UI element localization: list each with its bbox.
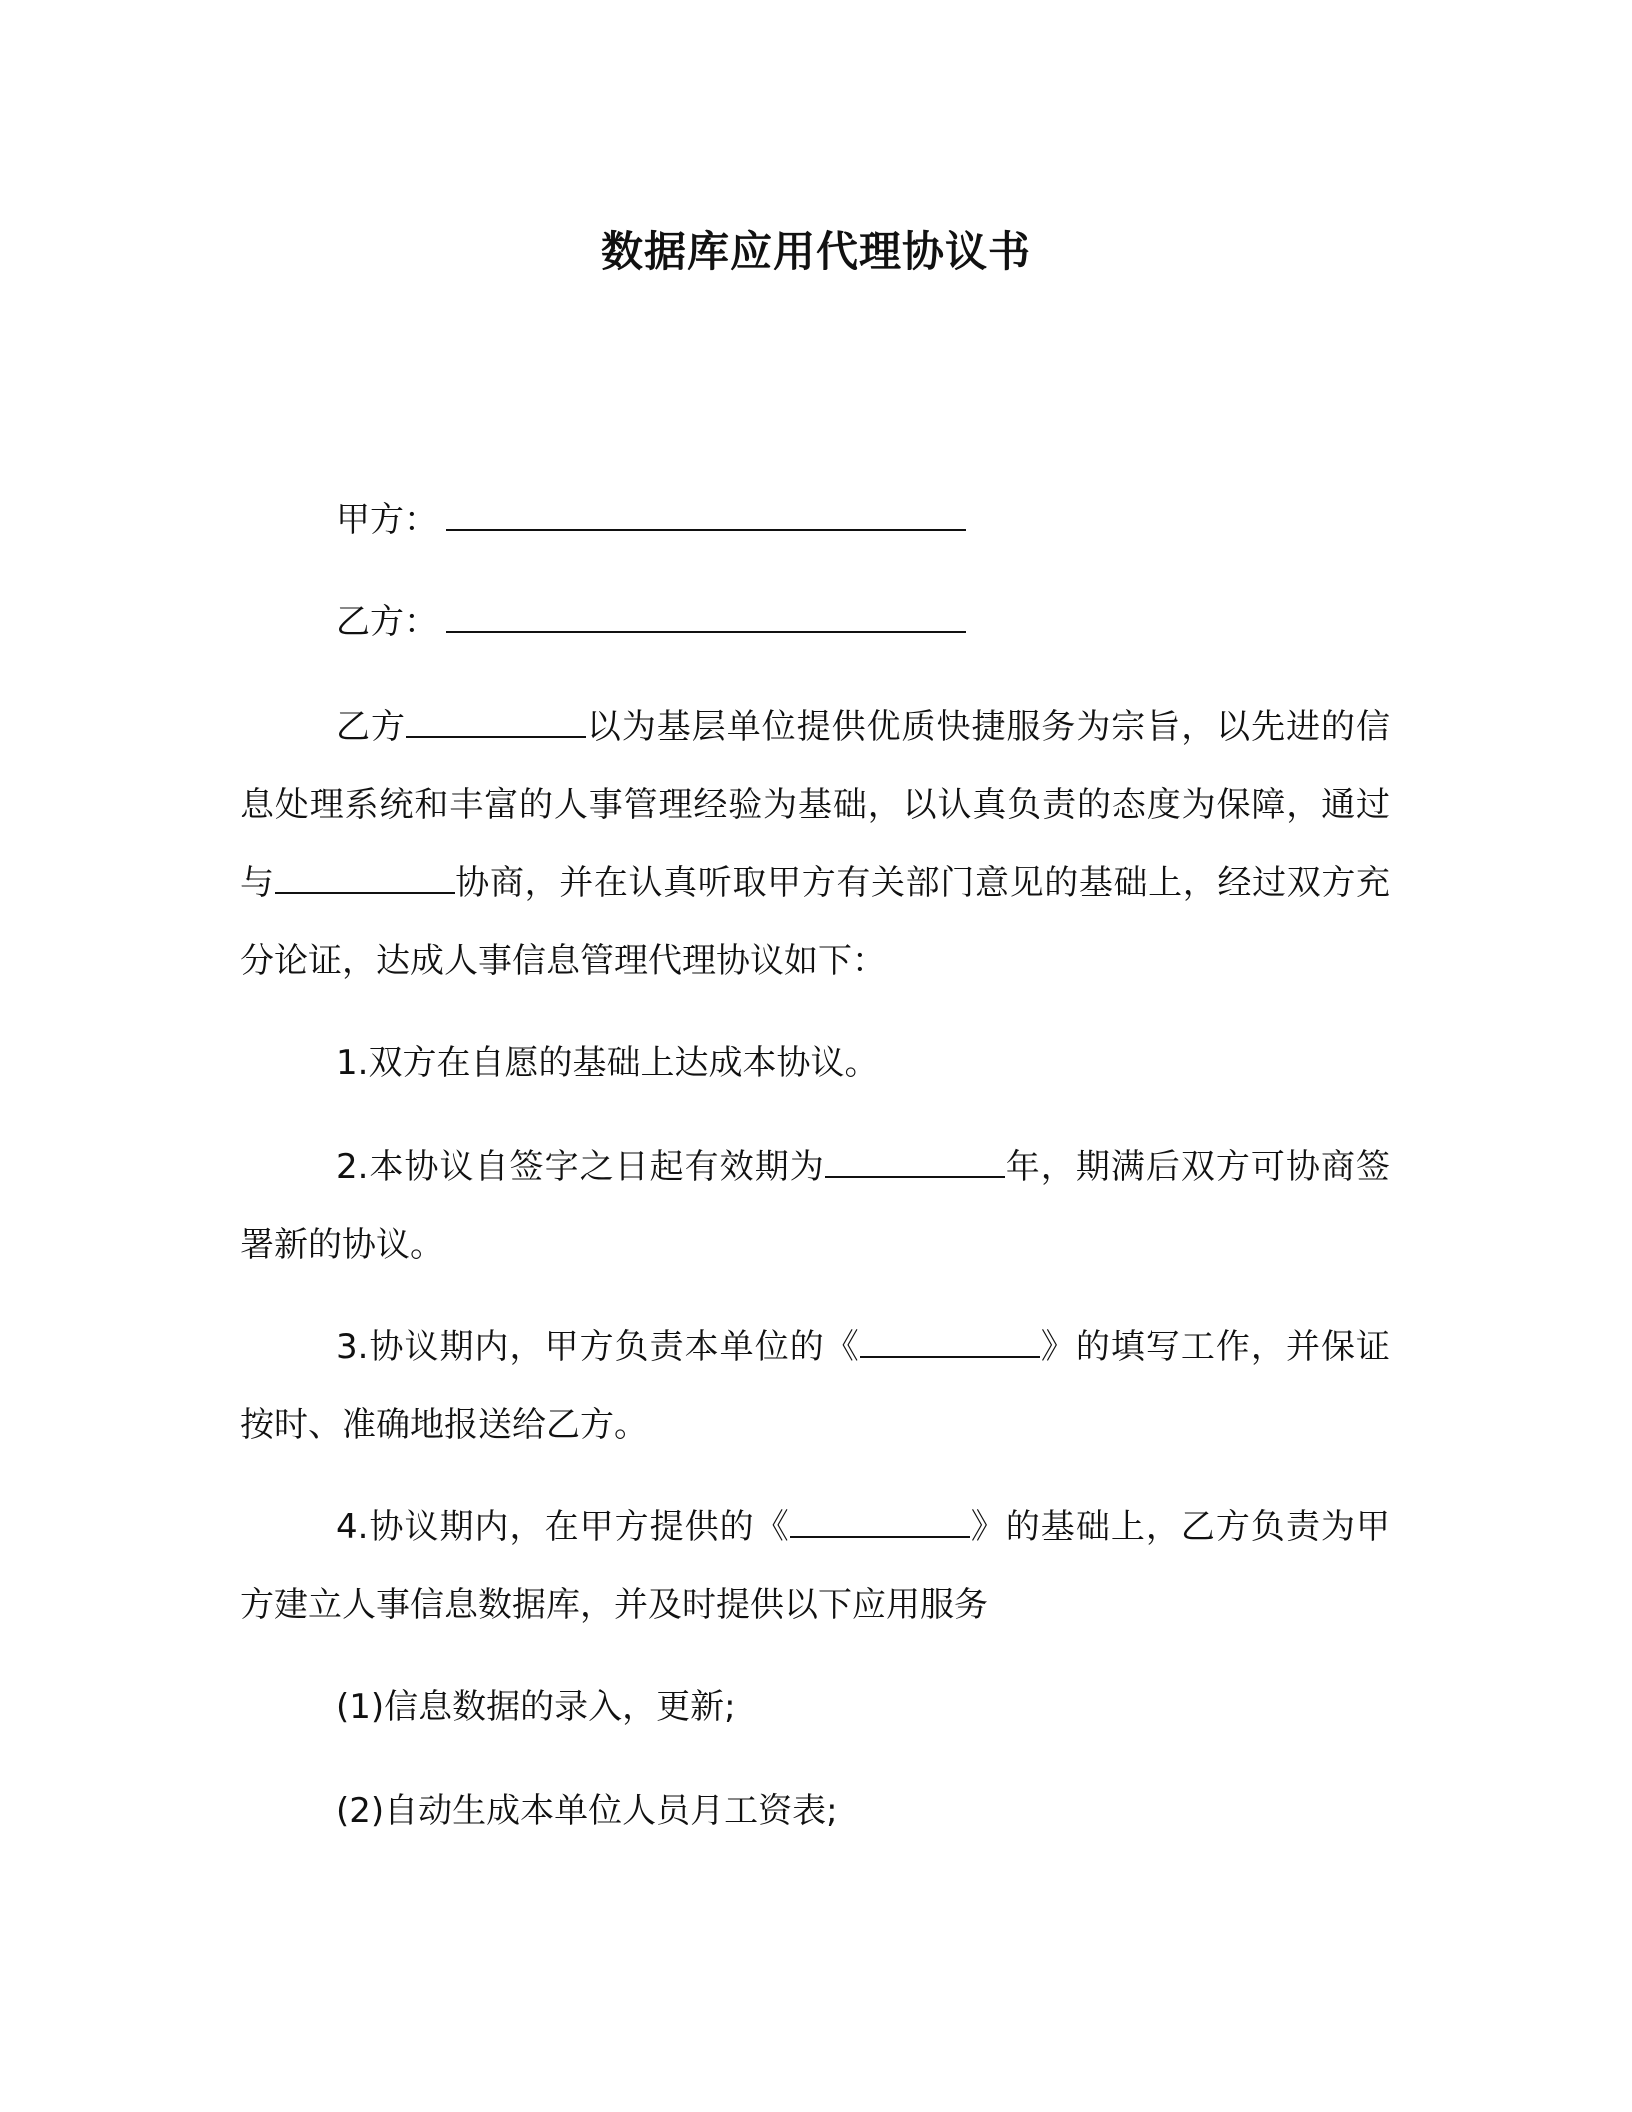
clause-3-text-1: 3.协议期内，甲方负责本单位的《	[336, 1327, 860, 1367]
clause-1-text: 1.双方在自愿的基础上达成本协议。	[336, 1043, 879, 1083]
clause-3-blank	[860, 1326, 1040, 1358]
clause-4-text-1: 4.协议期内，在甲方提供的《	[336, 1507, 790, 1547]
list-item-1	[240, 1668, 1390, 1746]
party-b-label: 乙方：	[336, 602, 438, 642]
clause-3	[240, 1308, 1390, 1464]
intro-text-3: 协商，并在认真听取甲方有关部门意见的基础上，经过双方充分论证，达成人事信息管理代理协议如下：	[240, 863, 1391, 981]
clause-1	[240, 1024, 1390, 1102]
party-a-label: 甲方：	[336, 500, 438, 540]
clause-2-blank	[825, 1146, 1005, 1178]
clause-4-blank	[790, 1506, 970, 1538]
party-a-blank	[446, 499, 966, 531]
clause-4	[240, 1488, 1390, 1644]
clause-2	[240, 1128, 1390, 1284]
intro-text-2: 以为基层单位提供优质快捷服务为宗旨，以先进的信息处理系统和丰富的人事管理经验为基础，以认真负责的态度为保障，通过与	[240, 707, 1391, 903]
intro-blank-2	[275, 862, 455, 894]
list-item-2-text: (2)自动生成本单位人员月工资表;	[336, 1791, 838, 1831]
list-item-2	[240, 1772, 1390, 1850]
clause-2-text-2: 年，期满后双方可协商签署新的协议。	[240, 1147, 1390, 1265]
intro-text-1: 乙方	[336, 707, 406, 747]
intro-paragraph	[240, 688, 1390, 1000]
list-item-1-text: (1)信息数据的录入，更新;	[336, 1687, 736, 1727]
intro-blank-1	[406, 706, 586, 738]
clause-2-text-1: 2.本协议自签字之日起有效期为	[336, 1147, 825, 1187]
clause-4-text-2: 》的基础上，乙方负责为甲方建立人事信息数据库，并及时提供以下应用服务	[240, 1507, 1390, 1625]
party-b-line	[336, 592, 966, 652]
party-b-blank	[446, 601, 966, 633]
document-title: 数据库应用代理协议书	[600, 227, 1031, 276]
clause-3-text-2: 》的填写工作，并保证按时、准确地报送给乙方。	[240, 1327, 1390, 1445]
party-a-line	[336, 490, 966, 550]
